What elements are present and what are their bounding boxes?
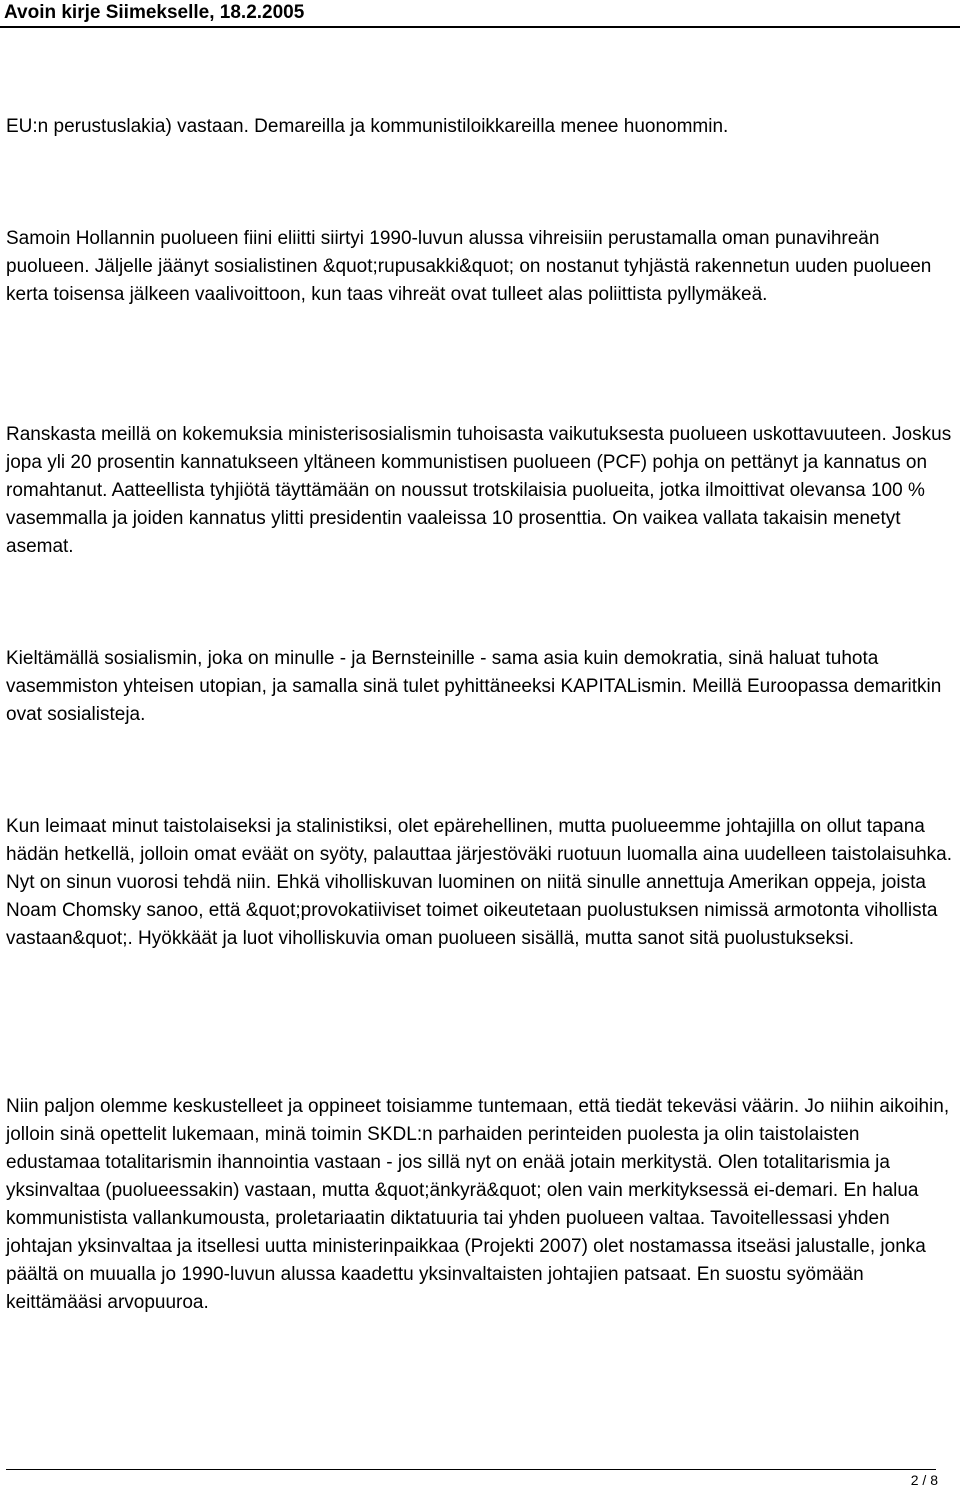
paragraph-3: Ranskasta meillä on kokemuksia ministerisosialismin tuhoisasta vaikutuksesta puolueen uskottavuuteen. Joskus jopa yli 20 prosentin kannatukseen yltäneen kommunistisen puolueen (PCF) pohja on pettänyt ja kannatus on romahtanut. Aatteellista tyhjiötä täyttämään on noussut trotskilaisia puolueita, jotka ilmoittivat olevansa 100 % vasemmalla ja joiden kannatus ylitti presidentin vaaleissa 10 prosenttia. On vaikea vallata takaisin menetyt asemat. (6, 424, 952, 557)
document-title: Avoin kirje Siimekselle, 18.2.2005 (4, 2, 305, 23)
footer-divider (6, 1469, 936, 1470)
paragraph-1: EU:n perustuslakia) vastaan. Demareilla ja kommunistiloikkareilla menee huonommin. (6, 116, 729, 137)
page-number: 2 / 8 (910, 1472, 938, 1488)
paragraph-6: Niin paljon olemme keskustelleet ja oppineet toisiamme tuntemaan, että tiedät tekeväsi väärin. Jo niihin aikoihin, jolloin sinä opettelit lukemaan, minä toimin SKDL:n parhaiden perinteiden puolesta ja olin taistolaisten edustamaa totalitarismin ihannointia vastaan - jos sillä nyt on enää jotain merkitystä. Olen totalitarismia ja yksinvaltaa (puolueessakin) vastaan, mutta &quot;änkyrä&quot; olen vain merkityksessä ei-demari. En halua kommunistista vallankumousta, proletariaatin diktatuuria tai yhden puolueen valtaa. Tavoitellessasi yhden johtajan yksinvaltaa ja itsellesi uutta ministerinpaikkaa (Projekti 2007) olet nostamassa itseäsi jalustalle, jonka päältä on muualla jo 1990-luvun alussa kaadettu yksinvaltaisten johtajien patsaat. En suostu syömään keittämääsi arvopuuroa. (6, 1096, 950, 1313)
header-divider (0, 26, 960, 28)
paragraph-4: Kieltämällä sosialismin, joka on minulle - ja Bernsteinille - sama asia kuin demokratia, sinä haluat tuhota vasemmiston yhteisen utopian, ja samalla sinä tulet pyhittäneeksi KAPITALismin. Meillä Euroopassa demaritkin ovat sosialisteja. (6, 648, 942, 725)
paragraph-5: Kun leimaat minut taistolaiseksi ja stalinistiksi, olet epärehellinen, mutta puolueemme johtajilla on ollut tapana hädän hetkellä, jolloin omat eväät on syöty, palauttaa järjestöväki ruotuun luomalla aina uudelleen taistolaisuhka. Nyt on sinun vuorosi tehdä niin. Ehkä viholliskuvan luominen on niitä sinulle annettuja Amerikan oppeja, joista Noam Chomsky sanoo, että &quot;provokatiiviset toimet oikeutetaan puolustuksen nimissä armotonta vihollista vastaan&quot;. Hyökkäät ja luot viholliskuvia oman puolueen sisällä, mutta sanot sitä puolustukseksi. (6, 816, 953, 949)
page-header (0, 0, 960, 28)
paragraph-2: Samoin Hollannin puolueen fiini eliitti siirtyi 1990-luvun alussa vihreisiin perustamalla oman punavihreän puolueen. Jäljelle jäänyt sosialistinen &quot;rupusakki&quot; on nostanut tyhjästä rakennetun uuden puolueen kerta toisensa jälkeen vaalivoittoon, kun taas vihreät ovat tulleet alas poliittista pyllymäkeä. (6, 228, 932, 305)
